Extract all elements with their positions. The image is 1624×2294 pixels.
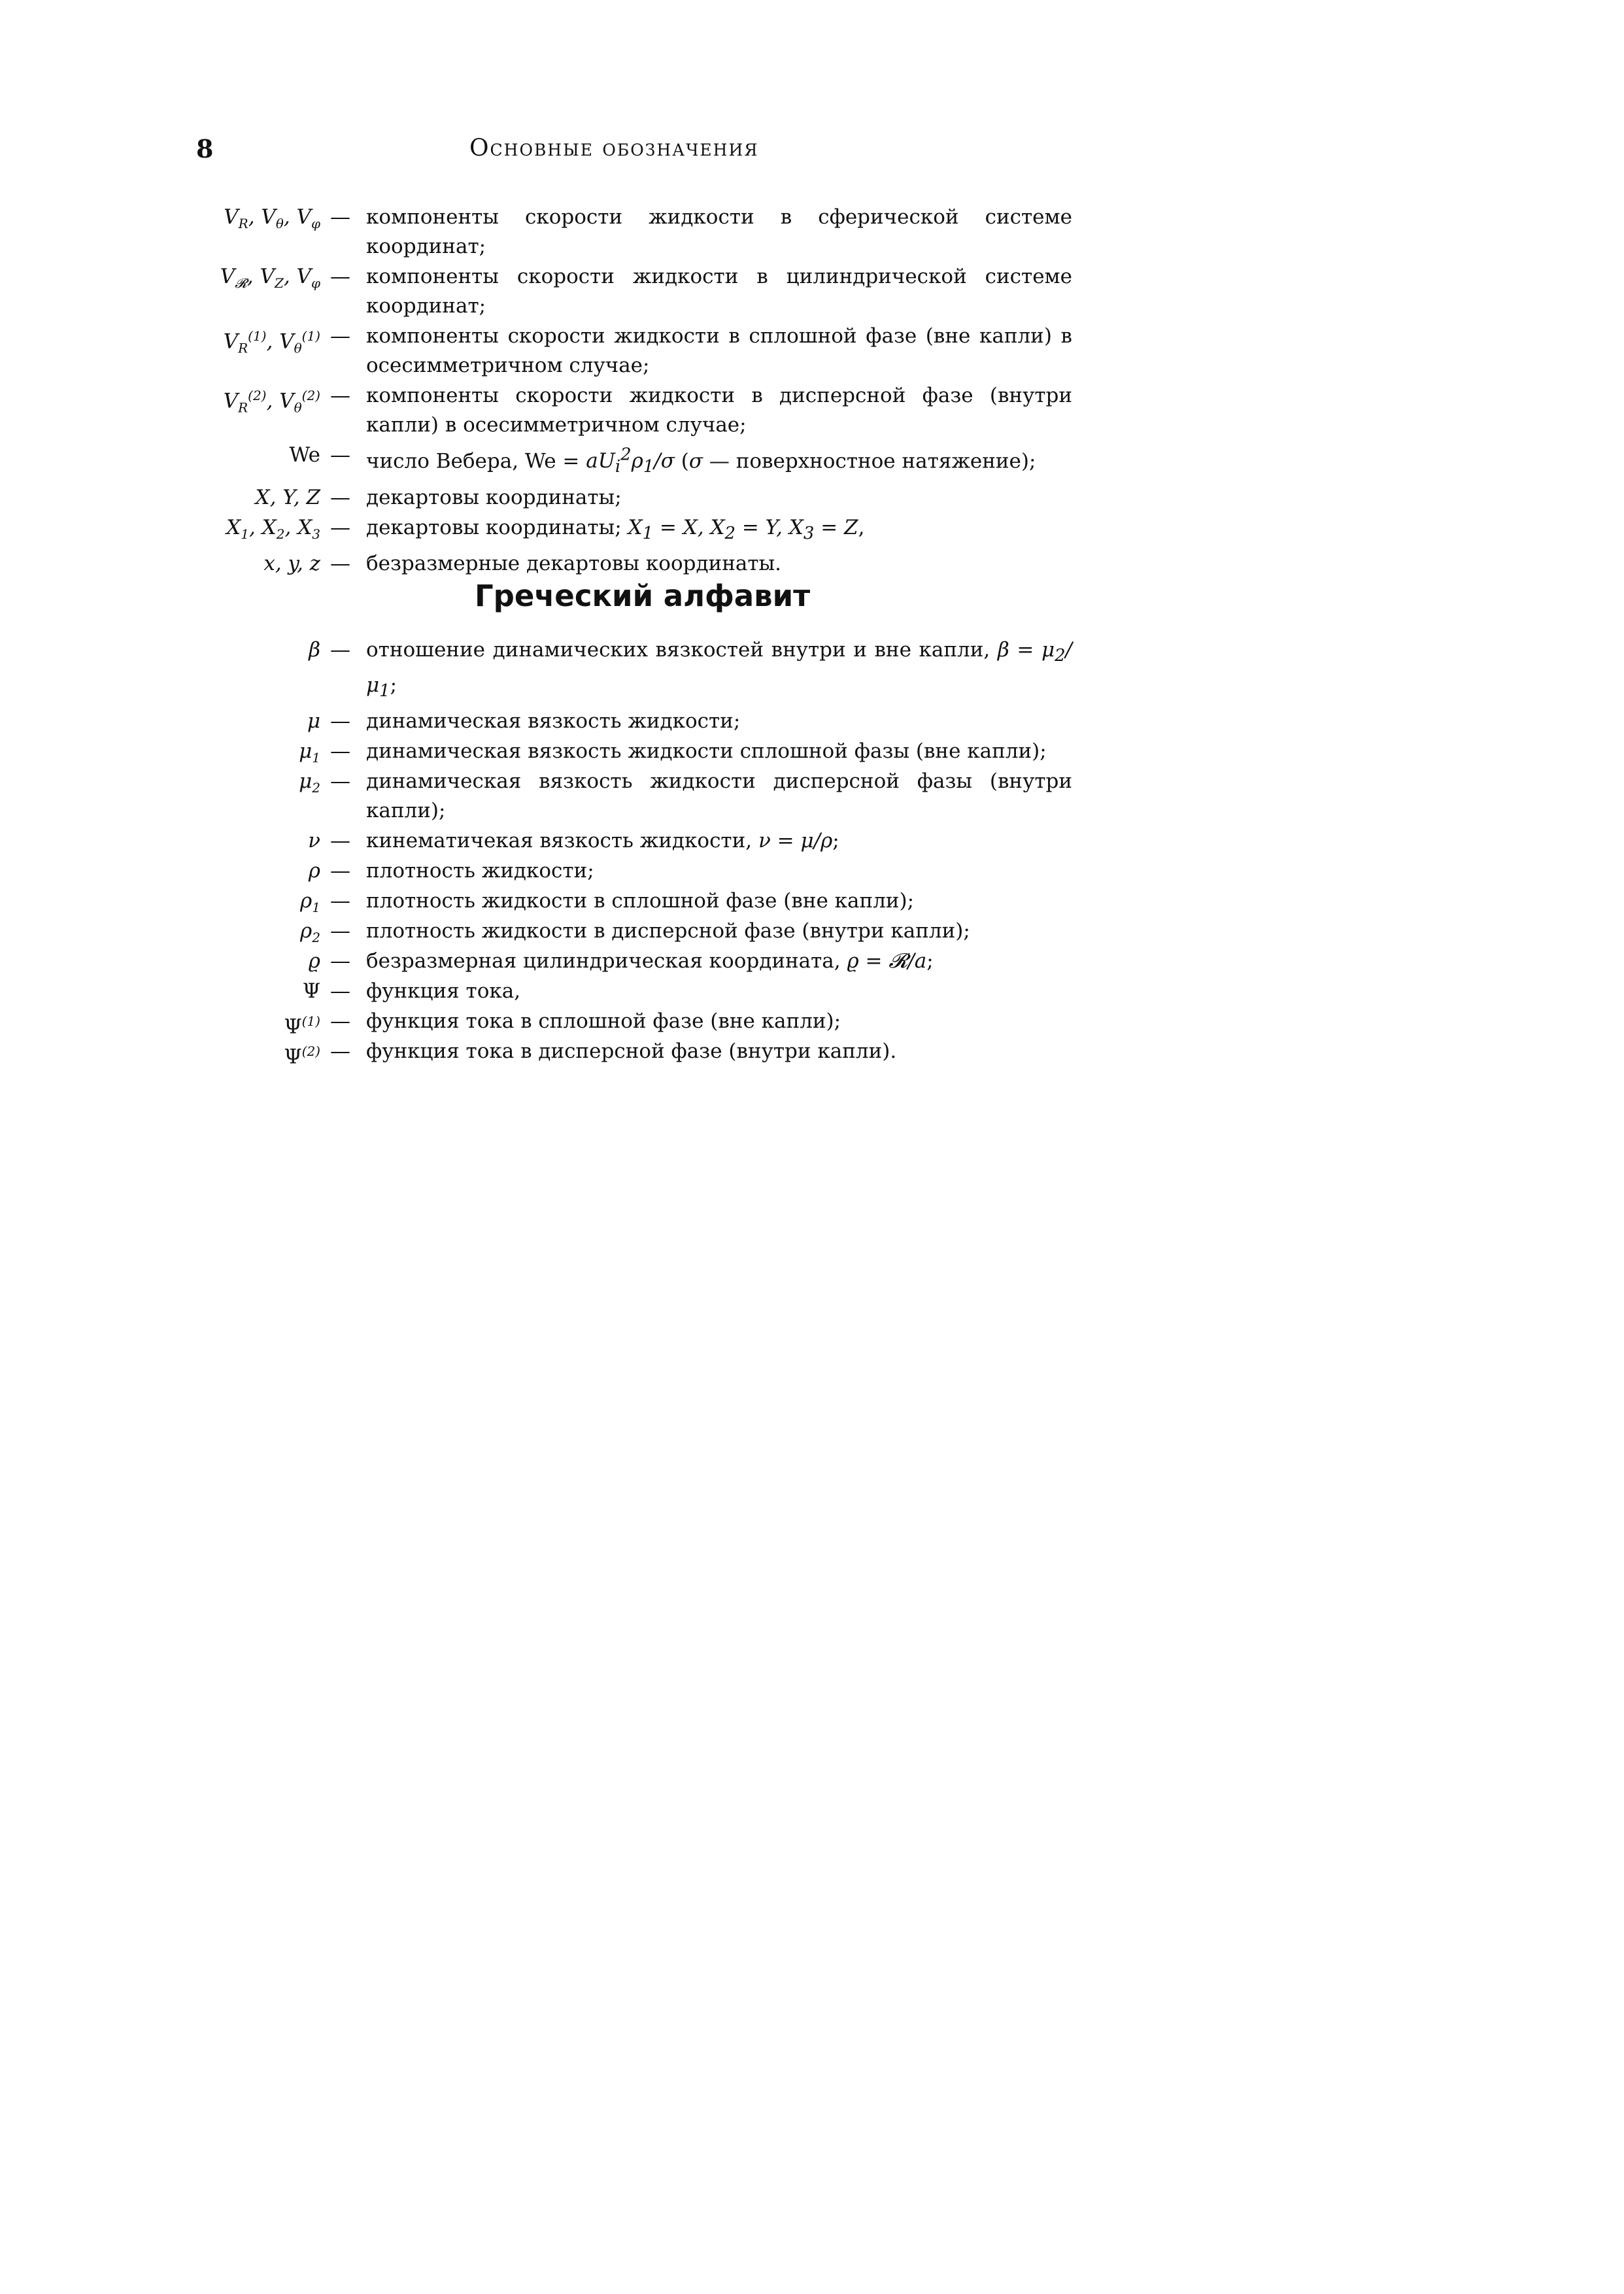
notation-dash: —	[330, 919, 350, 943]
notation-dash: —	[330, 1039, 350, 1064]
running-title: Основные обозначения	[469, 135, 759, 161]
greek-entry	[196, 707, 1072, 736]
notation-symbol: X, Y, Z	[255, 485, 320, 509]
greek-entry	[196, 886, 1072, 916]
notation-symbol: $X_1$, $X_2$, $X_3$	[226, 515, 320, 542]
latin-entry	[196, 441, 1072, 482]
notation-description: декартовы координаты; $X_1 = X$, $X_2 = Y$, $X_3 = Z$,	[366, 515, 865, 543]
notation-dash: —	[330, 889, 350, 913]
notation-dash: —	[330, 485, 350, 509]
notation-symbol: $\Psi^{(2)}$	[284, 1043, 320, 1069]
notation-dash: —	[330, 638, 350, 662]
notation-dash: —	[330, 384, 350, 407]
notation-description: отношение динамических вязкостей внутри и вне капли, $\beta = \mu_2/\mu_1$;	[366, 638, 1072, 701]
notation-symbol: ρ	[308, 859, 320, 883]
latin-entry	[196, 381, 1072, 440]
notation-dash: —	[330, 739, 350, 764]
notation-dash: —	[330, 979, 350, 1004]
notation-description: компоненты скорости жидкости в дисперсной фазе (внутри капли) в осесимметричном случае;	[366, 384, 1072, 437]
notation-symbol: ϱ	[308, 949, 320, 973]
notation-symbol: $\mu_1$	[299, 739, 320, 766]
notation-description: компоненты скорости жидкости в сферической системе координат;	[366, 205, 1072, 258]
greek-entry	[196, 767, 1072, 826]
notation-symbol: We	[289, 443, 320, 467]
greek-entry	[196, 737, 1072, 766]
notation-symbol: $V_𝓡$, $V_Z$, $V_\varphi$	[220, 265, 320, 292]
notation-description: динамическая вязкость жидкости сплошной фазы (вне капли);	[366, 739, 1047, 764]
latin-entry	[196, 513, 1072, 548]
greek-notation-list	[196, 635, 1072, 1067]
notation-description: функция тока в сплошной фазе (вне капли);	[366, 1009, 841, 1034]
notation-symbol: $V_R^{(1)}$, $V_\theta^{(1)}$	[223, 328, 320, 356]
greek-entry	[196, 826, 1072, 856]
greek-entry	[196, 947, 1072, 976]
page-number: 8	[196, 134, 214, 163]
latin-notation-list	[196, 203, 1072, 579]
notation-description: плотность жидкости;	[366, 859, 594, 883]
latin-entry	[196, 322, 1072, 380]
notation-dash: —	[330, 265, 350, 288]
notation-dash: —	[330, 515, 350, 539]
notation-dash: —	[330, 205, 350, 229]
greek-entry	[196, 1007, 1072, 1039]
notation-description: динамическая вязкость жидкости дисперсной фазы (внутри капли);	[366, 769, 1072, 823]
greek-entry	[196, 635, 1072, 706]
notation-symbol: $V_R$, $V_\theta$, $V_\varphi$	[224, 205, 320, 232]
notation-description: безразмерная цилиндрическая координата, ϱ = 𝓡/a;	[366, 949, 934, 973]
notation-symbol: $\rho_1$	[300, 889, 320, 916]
notation-description: число Вебера, $We = aU_i^2\rho_1/\sigma$ (σ — поверхностное натяжение);	[366, 445, 1036, 477]
notation-description: функция тока,	[366, 979, 521, 1004]
notation-symbol: $\mu_2$	[299, 769, 320, 796]
notation-symbol: ν	[308, 829, 320, 853]
notation-symbol: Ψ	[302, 979, 320, 1004]
notation-dash: —	[330, 551, 350, 575]
notation-dash: —	[330, 829, 350, 853]
notation-symbol: μ	[307, 709, 320, 734]
greek-entry	[196, 1037, 1072, 1069]
latin-entry	[196, 549, 1072, 579]
notation-dash: —	[330, 709, 350, 734]
notation-symbol: β	[309, 638, 320, 662]
notation-symbol: $\rho_2$	[300, 919, 320, 946]
notation-description: компоненты скорости жидкости в цилиндрической системе координат;	[366, 265, 1072, 318]
notation-dash: —	[330, 859, 350, 883]
notation-dash: —	[330, 324, 350, 348]
latin-entry	[196, 203, 1072, 261]
notation-description: безразмерные декартовы координаты.	[366, 551, 782, 575]
notation-description: декартовы координаты;	[366, 485, 622, 509]
notation-dash: —	[330, 443, 350, 467]
greek-entry	[196, 977, 1072, 1006]
greek-entry	[196, 917, 1072, 946]
latin-entry	[196, 483, 1072, 513]
notation-symbol: x, y, z	[263, 551, 320, 575]
notation-dash: —	[330, 769, 350, 794]
notation-symbol: $V_R^{(2)}$, $V_\theta^{(2)}$	[223, 388, 320, 416]
notation-description: функция тока в дисперсной фазе (внутри капли).	[366, 1039, 897, 1064]
notation-description: компоненты скорости жидкости в сплошной фазе (вне капли) в осесимметричном случае;	[366, 324, 1072, 377]
latin-entry	[196, 262, 1072, 321]
notation-description: плотность жидкости в дисперсной фазе (внутри капли);	[366, 919, 970, 943]
notation-symbol: $\Psi^{(1)}$	[284, 1013, 320, 1039]
notation-dash: —	[330, 949, 350, 973]
greek-alphabet-heading: Греческий алфавит	[475, 579, 811, 613]
notation-dash: —	[330, 1009, 350, 1034]
notation-description: кинематичекая вязкость жидкости, ν = μ/ρ;	[366, 829, 839, 853]
notation-description: динамическая вязкость жидкости;	[366, 709, 741, 734]
notation-description: плотность жидкости в сплошной фазе (вне капли);	[366, 889, 915, 913]
greek-entry	[196, 856, 1072, 886]
